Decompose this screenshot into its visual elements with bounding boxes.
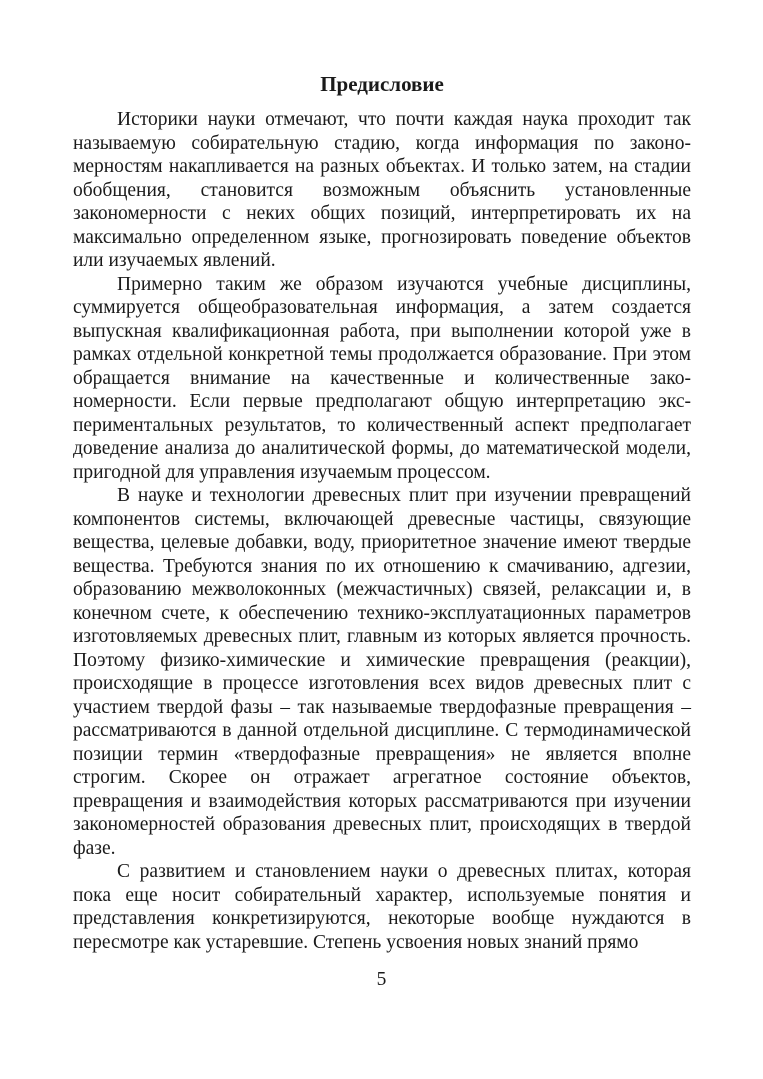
paragraph-4: С развитием и становлением науки о древесных плитах, которая пока еще носит собирательный характер, используемые понятия и представления конкретизируются, некоторые вообще нуждаются в пересмотре как устаревшие. Степень усвоения новых знаний прямо [73,861,691,953]
paragraph-1: Историки науки отмечают, что почти каждая наука проходит так называемую собирательную стадию, когда информация по закономерностям накапливается на разных объектах. И только затем, на стадии обобщения, становится возможным объяснить установленные закономерности с неких общих позиций, интерпретировать их на максимально определенном языке, прогнозировать поведение объектов или изучаемых явлений. [73,109,691,271]
page-content [73,70,691,954]
paragraph-2: Примерно таким же образом изучаются учебные дисциплины, суммируется общеобразовательная информация, а затем создается выпускная квалификационная работа, при выполнении которой уже в рамках отдельной конкретной темы продолжается образование. При этом обращается внимание на качественные и количественные закономерности. Если первые предполагают общую интерпретацию экспериментальных результатов, то количественный аспект предполагает доведение анализа до аналитической формы, до математической модели, пригодной для управления изучаемым процессом. [73,273,691,483]
page-title: Предисловие [320,72,444,96]
page-number: 5 [376,969,387,990]
paragraph-3: В науке и технологии древесных плит при изучении превращений компонентов системы, включающей древесные частицы, связующие вещества, целевые добавки, воду, приоритетное значение имеют твердые вещества. Требуются знания по их отношению к смачиванию, адгезии, образованию межволоконных (межчастичных) связей, релаксации и, в конечном счете, к обеспечению технико-эксплуатационных параметров изготовляемых древесных плит, главным из которых является прочность. Поэтому физико-химические и химические превращения (реакции), происходящие в процессе изготовления всех видов древесных плит с участием твердой фазы – так называемые твердофазные превращения – рассматриваются в данной отдельной дисциплине. С термодинамической позиции термин «твердофазные превращения» не является вполне строгим. Скорее он отражает агрегатное состояние объектов, превращения и взаимодействия которых рассматриваются при изучении закономерностей образования древесных плит, происходящих в твердой фазе. [73,485,691,859]
